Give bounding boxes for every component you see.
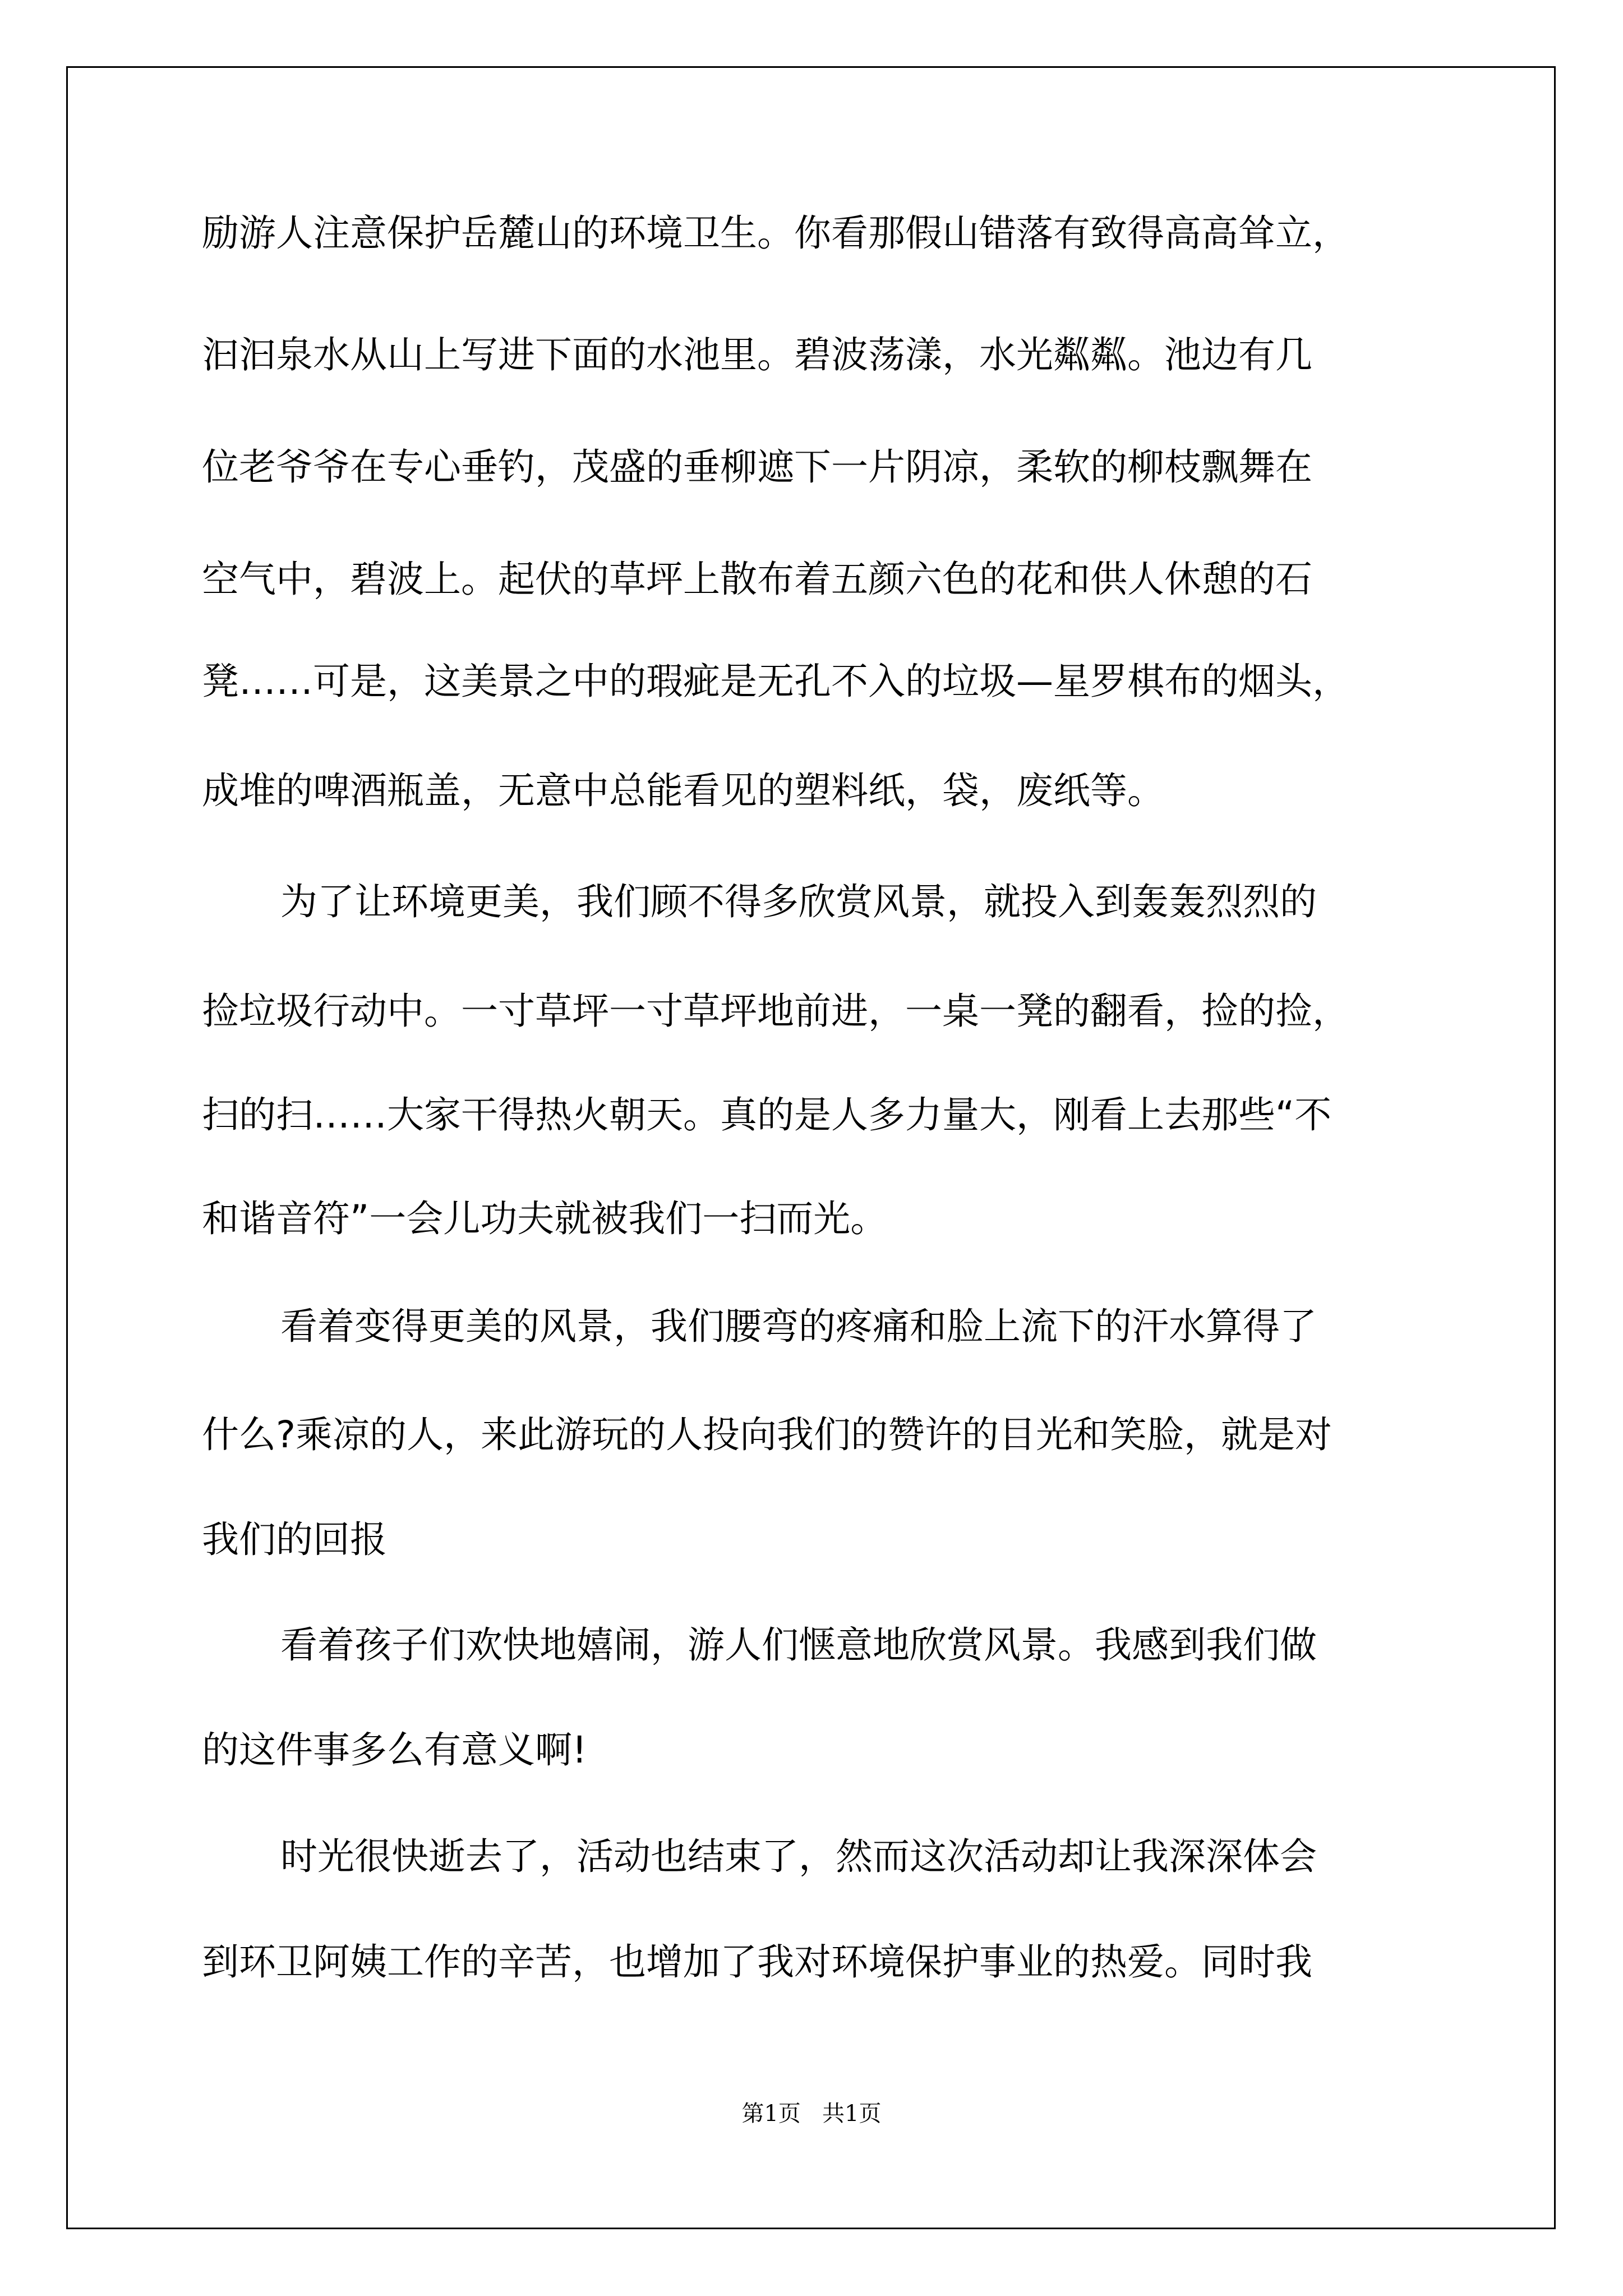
page-number-footer: 第1页 共1页 [741, 2101, 882, 2127]
text-line: 什么?乘凉的人，来此游玩的人投向我们的赞许的目光和笑脸，就是对 [202, 1413, 1332, 1456]
paragraph-first-line: 看着变得更美的风景，我们腰弯的疼痛和脸上流下的汗水算得了 [280, 1305, 1317, 1348]
text-line: 到环卫阿姨工作的辛苦，也增加了我对环境保护事业的热爱。同时我 [202, 1940, 1312, 1984]
text-line: 凳……可是，这美景之中的瑕疵是无孔不入的垃圾—星罗棋布的烟头， [202, 660, 1349, 703]
text-line: 捡垃圾行动中。一寸草坪一寸草坪地前进，一桌一凳的翻看，捡的捡， [202, 990, 1349, 1033]
paragraph-first-line: 看着孩子们欢快地嬉闹，游人们惬意地欣赏风景。我感到我们做 [280, 1623, 1317, 1667]
text-line: 空气中，碧波上。起伏的草坪上散布着五颜六色的花和供人休憩的石 [202, 558, 1312, 601]
text-line: 扫的扫……大家干得热火朝天。真的是人多力量大，刚看上去那些“不 [202, 1093, 1332, 1137]
text-line: 汩汩泉水从山上写进下面的水池里。碧波荡漾，水光粼粼。池边有几 [202, 333, 1312, 376]
paragraph-first-line: 为了让环境更美，我们顾不得多欣赏风景，就投入到轰轰烈烈的 [280, 880, 1317, 923]
page-border [66, 66, 1556, 2229]
text-line: 成堆的啤酒瓶盖，无意中总能看见的塑料纸，袋，废纸等。 [202, 769, 1164, 812]
text-line: 和谐音符”一会儿功夫就被我们一扫而光。 [202, 1197, 888, 1240]
text-line: 位老爷爷在专心垂钓，茂盛的垂柳遮下一片阴凉，柔软的柳枝飘舞在 [202, 445, 1312, 489]
text-line: 励游人注意保护岳麓山的环境卫生。你看那假山错落有致得高高耸立， [202, 211, 1349, 255]
text-line: 我们的回报 [202, 1518, 387, 1561]
text-line: 的这件事多么有意义啊! [202, 1728, 587, 1772]
paragraph-first-line: 时光很快逝去了，活动也结束了，然而这次活动却让我深深体会 [280, 1835, 1317, 1878]
